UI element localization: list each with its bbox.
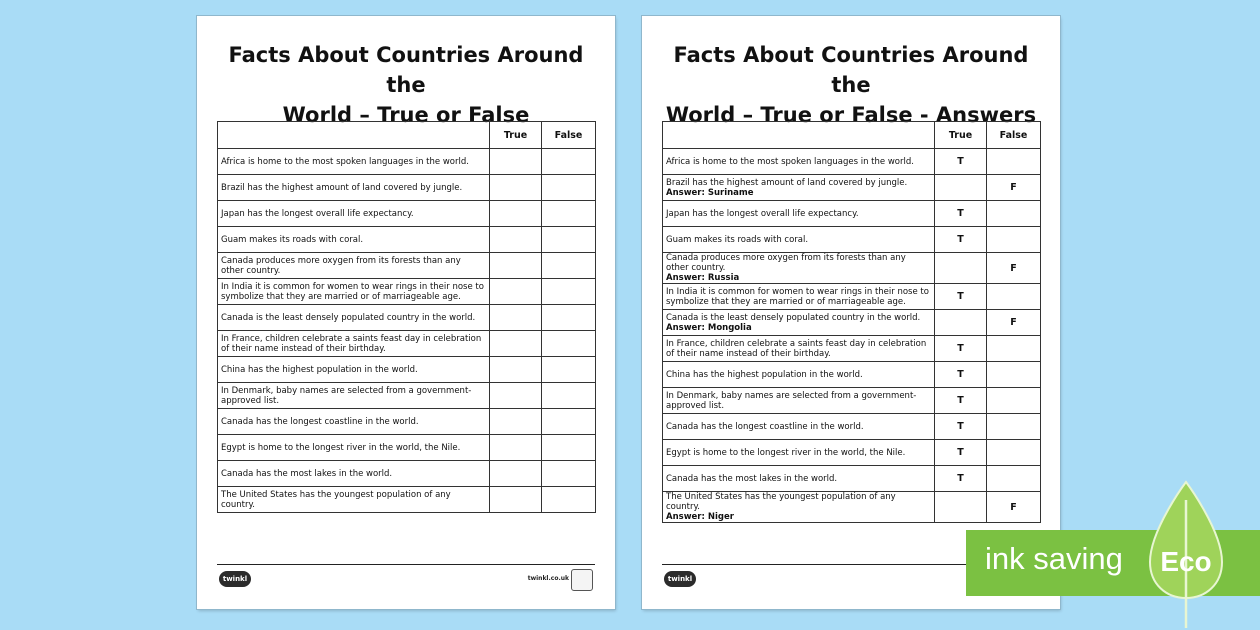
false-mark bbox=[987, 201, 1041, 227]
question-cell bbox=[663, 492, 935, 523]
true-checkbox-cell[interactable] bbox=[490, 357, 542, 383]
question-cell bbox=[663, 414, 935, 440]
true-mark bbox=[935, 492, 987, 523]
true-mark: T bbox=[935, 284, 987, 310]
question-text: Canada has the most lakes in the world. bbox=[666, 473, 838, 484]
question-text: In India it is common for women to wear rings in their nose to symbolize that they are married or of marriageable age. bbox=[666, 286, 929, 307]
false-checkbox-cell[interactable] bbox=[542, 253, 596, 279]
question-cell bbox=[663, 253, 935, 284]
table-row bbox=[218, 409, 596, 435]
table-row bbox=[663, 227, 1041, 253]
question-cell: Guam makes its roads with coral. bbox=[218, 227, 490, 253]
question-cell bbox=[663, 201, 935, 227]
false-checkbox-cell[interactable] bbox=[542, 201, 596, 227]
question-cell bbox=[663, 336, 935, 362]
question-cell: In India it is common for women to wear rings in their nose to symbolize that they are married or of marriageable age. bbox=[218, 279, 490, 305]
true-mark: T bbox=[935, 362, 987, 388]
true-checkbox-cell[interactable] bbox=[490, 487, 542, 513]
ink-saving-label: ink saving bbox=[985, 541, 1123, 576]
true-checkbox-cell[interactable] bbox=[490, 383, 542, 409]
answer-text: Answer: Suriname bbox=[666, 187, 754, 198]
worksheet-answers bbox=[642, 16, 1060, 609]
true-mark: T bbox=[935, 149, 987, 175]
worksheet-questions bbox=[197, 16, 615, 609]
table-row bbox=[663, 149, 1041, 175]
question-cell: In France, children celebrate a saints feast day in celebration of their name instead of their birthday. bbox=[218, 331, 490, 357]
table-row bbox=[218, 357, 596, 383]
true-mark bbox=[935, 310, 987, 336]
table-row bbox=[218, 279, 596, 305]
false-checkbox-cell[interactable] bbox=[542, 331, 596, 357]
answer-text: Answer: Niger bbox=[666, 512, 734, 522]
table-row bbox=[218, 201, 596, 227]
true-mark: T bbox=[935, 414, 987, 440]
table-row bbox=[663, 466, 1041, 492]
false-mark bbox=[987, 284, 1041, 310]
question-cell bbox=[663, 466, 935, 492]
true-mark: T bbox=[935, 336, 987, 362]
false-checkbox-cell[interactable] bbox=[542, 461, 596, 487]
table-row bbox=[663, 414, 1041, 440]
true-checkbox-cell[interactable] bbox=[490, 279, 542, 305]
question-text: Guam makes its roads with coral. bbox=[666, 234, 809, 245]
question-text: Japan has the longest overall life expectancy. bbox=[666, 208, 859, 219]
table-header bbox=[663, 122, 1041, 149]
false-checkbox-cell[interactable] bbox=[542, 383, 596, 409]
false-checkbox-cell[interactable] bbox=[542, 175, 596, 201]
false-checkbox-cell[interactable] bbox=[542, 409, 596, 435]
false-column-header: False bbox=[542, 122, 596, 149]
table-header bbox=[218, 122, 596, 149]
eco-badge-label: Eco bbox=[1160, 546, 1212, 577]
table-row bbox=[663, 284, 1041, 310]
true-checkbox-cell[interactable] bbox=[490, 409, 542, 435]
table-row bbox=[218, 383, 596, 409]
false-mark bbox=[987, 388, 1041, 414]
question-text: Africa is home to the most spoken languages in the world. bbox=[666, 156, 914, 167]
question-text: China has the highest population in the world. bbox=[666, 369, 863, 380]
true-checkbox-cell[interactable] bbox=[490, 253, 542, 279]
question-text: Canada is the least densely populated country in the world. bbox=[666, 312, 921, 323]
table-row bbox=[663, 362, 1041, 388]
false-checkbox-cell[interactable] bbox=[542, 435, 596, 461]
table-row bbox=[663, 201, 1041, 227]
twinkl-logo: twinkl bbox=[664, 571, 696, 587]
question-text: Brazil has the highest amount of land covered by jungle. bbox=[666, 177, 908, 188]
question-cell bbox=[663, 388, 935, 414]
true-checkbox-cell[interactable] bbox=[490, 149, 542, 175]
table-row bbox=[218, 305, 596, 331]
footer-site: twinkl.co.uk bbox=[527, 575, 569, 582]
table-row bbox=[663, 175, 1041, 201]
table-row bbox=[218, 435, 596, 461]
true-checkbox-cell[interactable] bbox=[490, 461, 542, 487]
question-text: The United States has the youngest population of any country. bbox=[666, 492, 896, 512]
question-cell bbox=[663, 149, 935, 175]
question-text: Canada has the longest coastline in the world. bbox=[666, 421, 864, 432]
answer-text: Answer: Russia bbox=[666, 273, 740, 283]
question-cell: Canada produces more oxygen from its forests than any other country. bbox=[218, 253, 490, 279]
table-row bbox=[218, 227, 596, 253]
false-checkbox-cell[interactable] bbox=[542, 357, 596, 383]
true-checkbox-cell[interactable] bbox=[490, 435, 542, 461]
table-row bbox=[663, 336, 1041, 362]
question-text: Egypt is home to the longest river in the world, the Nile. bbox=[666, 447, 906, 458]
question-cell bbox=[663, 440, 935, 466]
question-cell bbox=[663, 284, 935, 310]
false-mark: F bbox=[987, 253, 1041, 284]
true-mark: T bbox=[935, 388, 987, 414]
table-row bbox=[663, 440, 1041, 466]
question-cell: The United States has the youngest population of any country. bbox=[218, 487, 490, 513]
question-cell: Egypt is home to the longest river in the world, the Nile. bbox=[218, 435, 490, 461]
false-checkbox-cell[interactable] bbox=[542, 149, 596, 175]
true-mark: T bbox=[935, 201, 987, 227]
true-checkbox-cell[interactable] bbox=[490, 331, 542, 357]
table-row bbox=[218, 149, 596, 175]
false-mark bbox=[987, 414, 1041, 440]
eco-leaf-icon bbox=[1146, 480, 1226, 630]
worksheet-title: Facts About Countries Around the World – True or False bbox=[228, 43, 584, 127]
question-cell: Japan has the longest overall life expectancy. bbox=[218, 201, 490, 227]
question-cell: Canada has the most lakes in the world. bbox=[218, 461, 490, 487]
table-row bbox=[663, 492, 1041, 523]
true-checkbox-cell[interactable] bbox=[490, 201, 542, 227]
answer-text: Answer: Mongolia bbox=[666, 322, 752, 333]
question-cell bbox=[663, 227, 935, 253]
question-text: In France, children celebrate a saints feast day in celebration of their name instead of their birthday. bbox=[666, 338, 927, 359]
false-checkbox-cell[interactable] bbox=[542, 305, 596, 331]
false-mark: F bbox=[987, 492, 1041, 523]
question-cell: In Denmark, baby names are selected from a government-approved list. bbox=[218, 383, 490, 409]
question-cell: Canada has the longest coastline in the world. bbox=[218, 409, 490, 435]
footer-divider bbox=[217, 564, 595, 565]
question-cell bbox=[663, 362, 935, 388]
table-row bbox=[218, 331, 596, 357]
quality-badge-icon bbox=[571, 569, 593, 591]
false-checkbox-cell[interactable] bbox=[542, 487, 596, 513]
false-mark bbox=[987, 466, 1041, 492]
true-checkbox-cell[interactable] bbox=[490, 227, 542, 253]
true-checkbox-cell[interactable] bbox=[490, 305, 542, 331]
worksheet-title: Facts About Countries Around the World – True or False - Answers bbox=[665, 43, 1037, 127]
false-checkbox-cell[interactable] bbox=[542, 279, 596, 305]
answers-table bbox=[662, 121, 1041, 523]
questions-table bbox=[217, 121, 596, 513]
question-text: Canada produces more oxygen from its forests than any other country. bbox=[666, 253, 906, 273]
false-mark bbox=[987, 227, 1041, 253]
question-cell: Canada is the least densely populated country in the world. bbox=[218, 305, 490, 331]
question-cell: China has the highest population in the world. bbox=[218, 357, 490, 383]
question-text: In Denmark, baby names are selected from a government-approved list. bbox=[666, 390, 917, 411]
true-mark bbox=[935, 253, 987, 284]
table-row bbox=[218, 253, 596, 279]
false-mark bbox=[987, 362, 1041, 388]
true-mark: T bbox=[935, 466, 987, 492]
table-row bbox=[663, 310, 1041, 336]
table-row bbox=[663, 253, 1041, 284]
true-mark: T bbox=[935, 227, 987, 253]
true-column-header: True bbox=[935, 122, 987, 149]
table-row bbox=[218, 487, 596, 513]
false-mark bbox=[987, 336, 1041, 362]
question-cell bbox=[663, 310, 935, 336]
table-row bbox=[663, 388, 1041, 414]
false-mark: F bbox=[987, 310, 1041, 336]
false-mark: F bbox=[987, 175, 1041, 201]
true-checkbox-cell[interactable] bbox=[490, 175, 542, 201]
question-cell: Brazil has the highest amount of land covered by jungle. bbox=[218, 175, 490, 201]
false-mark bbox=[987, 149, 1041, 175]
table-row bbox=[218, 461, 596, 487]
true-mark: T bbox=[935, 440, 987, 466]
false-column-header: False bbox=[987, 122, 1041, 149]
table-row bbox=[218, 175, 596, 201]
true-mark bbox=[935, 175, 987, 201]
question-cell: Africa is home to the most spoken languages in the world. bbox=[218, 149, 490, 175]
false-checkbox-cell[interactable] bbox=[542, 227, 596, 253]
twinkl-logo: twinkl bbox=[219, 571, 251, 587]
question-cell bbox=[663, 175, 935, 201]
false-mark bbox=[987, 440, 1041, 466]
true-column-header: True bbox=[490, 122, 542, 149]
